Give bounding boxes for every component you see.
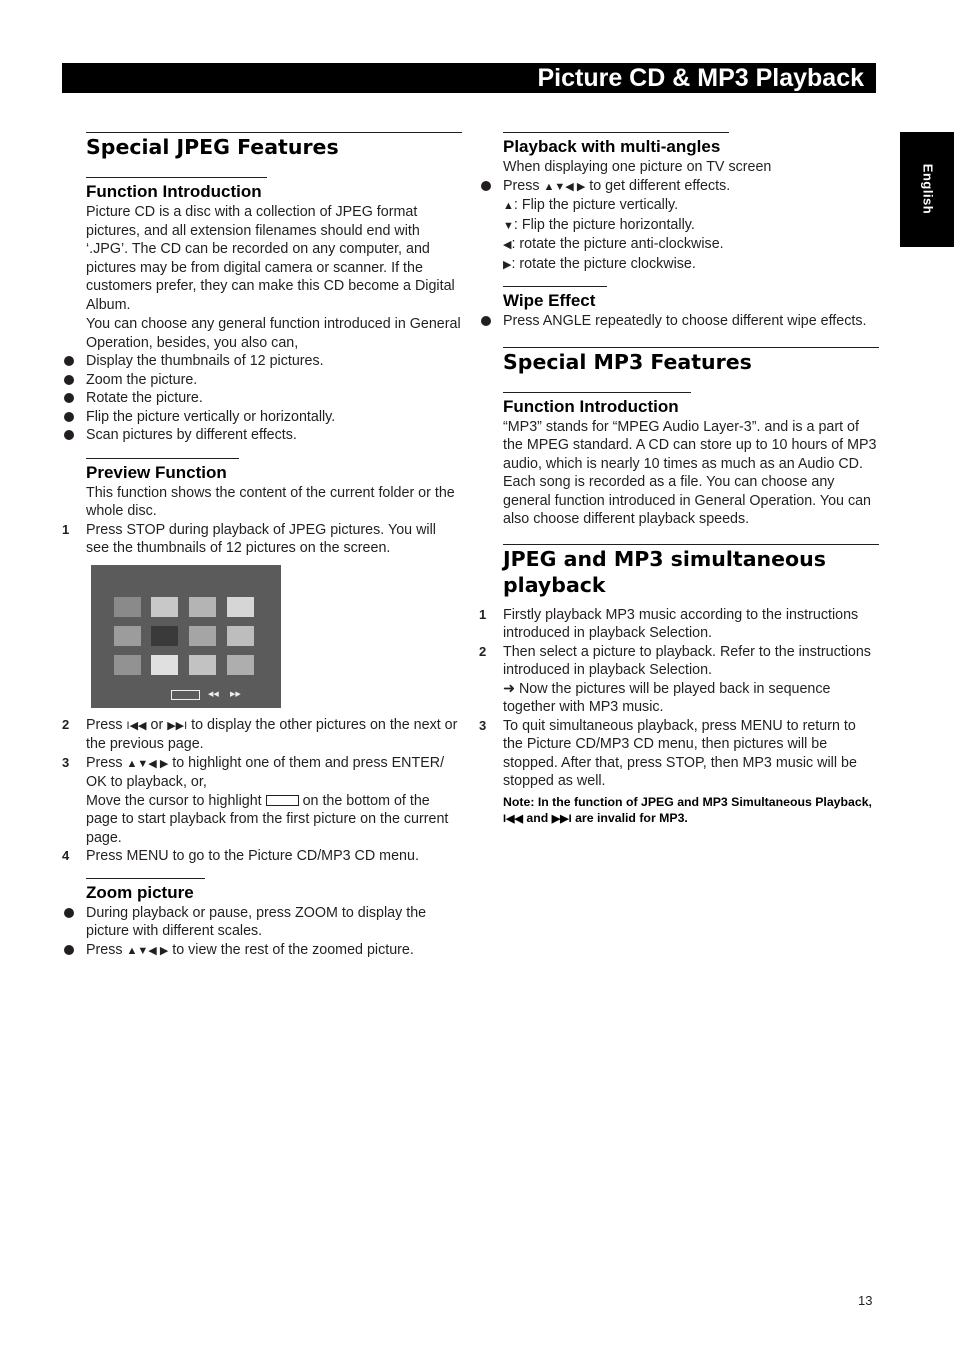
simultaneous-step-3 (479, 717, 879, 791)
next-icon: ▶▶I (551, 812, 572, 825)
multi-angles-heading-text: Playback with multi-angles (503, 137, 721, 156)
language-tab-label: English (920, 163, 936, 215)
angle-line (503, 255, 879, 275)
note-text-part: Note: In the function of JPEG and MP3 Simultaneous Playback, (503, 794, 872, 809)
heading-rule (503, 132, 729, 133)
preview-function-heading-text: Preview Function (86, 462, 227, 482)
arrow-keys-icon: ▲▼◀ ▶ (126, 757, 169, 770)
heading-rule (503, 286, 607, 287)
wipe-effect-heading (503, 286, 879, 311)
step-text: Move the cursor to highlight (86, 792, 266, 809)
slideshow-icon (266, 795, 299, 806)
step-text: Press MENU to go to the Picture CD/MP3 CD menu. (86, 848, 419, 864)
step-text: on the bottom of the page to start playback from the first picture on the current page. (86, 792, 449, 846)
bullet-icon (64, 356, 74, 366)
bullet-icon (64, 412, 74, 422)
thumbnail-image (151, 597, 178, 617)
step-text: Firstly playback MP3 music according to the instructions introduced in playback Selection. (503, 606, 859, 641)
thumbnail-image (151, 655, 178, 675)
zoom-picture-heading-text: Zoom picture (86, 882, 194, 902)
heading-rule (86, 878, 205, 879)
thumbnail-image (189, 655, 216, 675)
list-item (479, 177, 879, 197)
mp3-function-intro-heading (503, 392, 879, 417)
previous-icon: I◀◀ (126, 719, 147, 732)
bullet-icon (64, 908, 74, 918)
multi-angles-heading (503, 132, 879, 157)
thumbnail-image (151, 626, 178, 646)
thumbnail-screen-image (91, 565, 281, 708)
heading-rule (503, 392, 691, 393)
arrow-keys-icon: ▲▼◀ ▶ (126, 944, 169, 957)
heading-rule (86, 177, 267, 178)
up-arrow-icon: ▲ (503, 200, 514, 212)
right-column (479, 132, 879, 827)
list-item-text: Rotate the picture. (86, 390, 203, 406)
simultaneous-steps (479, 606, 879, 791)
wipe-effect-heading-text: Wipe Effect (503, 291, 596, 310)
jpeg-feature-list (62, 352, 462, 445)
thumbnail-image (227, 597, 254, 617)
note-text (503, 794, 879, 827)
list-item-text: Zoom the picture. (86, 371, 198, 388)
step-text: Now the pictures will be played back in sequence together with MP3 music. (503, 680, 831, 715)
angle-line-text: : rotate the picture anti-clockwise. (511, 236, 724, 252)
thumbnail-image (189, 626, 216, 646)
list-item-text: Scan pictures by different effects. (86, 427, 297, 443)
bullet-icon (481, 181, 491, 191)
list-item (479, 312, 879, 331)
thumbnail-image (189, 597, 216, 617)
page-title-bar (62, 63, 876, 93)
step-text: Press STOP during playback of JPEG pictures. You will see the thumbnails of 12 pictures on the screen. (86, 521, 436, 556)
bullet-icon (64, 945, 74, 955)
thumbnail-image (114, 655, 141, 675)
thumbnail-image (227, 626, 254, 646)
thumbnail-image (227, 655, 254, 675)
page-number: 13 (858, 1293, 873, 1308)
list-item-text: to view the rest of the zoomed picture. (168, 941, 414, 958)
note-text-part: are invalid for MP3. (571, 810, 688, 825)
step-number: 2 (479, 643, 487, 659)
list-item (62, 352, 462, 371)
step-number: 1 (62, 521, 70, 537)
arrow-keys-icon: ▲▼◀ ▶ (543, 180, 586, 193)
step-text: Then select a picture to playback. Refer to the instructions introduced in playback Selection. (503, 643, 871, 678)
list-item-text: Display the thumbnails of 12 pictures. (86, 353, 324, 369)
step-text: Press (86, 716, 127, 733)
thumbnail-image (114, 597, 141, 617)
step-text: To quit simultaneous playback, press MENU to return to the Picture CD/MP3 CD menu, then pictures will be stopped. After that, press STOP, then MP3 music will be stopped as well. (503, 717, 857, 789)
list-item-text: Press ANGLE repeatedly to choose different wipe effects. (503, 313, 867, 329)
function-intro-heading (86, 177, 462, 202)
step-number: 1 (479, 606, 487, 622)
angle-line (503, 235, 879, 255)
mp3-function-intro-heading-text: Function Introduction (503, 396, 679, 416)
down-arrow-icon: ▼ (503, 219, 514, 232)
slideshow-icon (171, 690, 200, 700)
list-item (62, 426, 462, 445)
multi-angles-intro: When displaying one picture on TV screen (503, 159, 772, 175)
special-mp3-heading: Special MP3 Features (503, 347, 879, 375)
previous-icon: ◀◀ (208, 690, 219, 698)
preview-intro: This function shows the content of the current folder or the whole disc. (86, 484, 455, 519)
preview-step-3 (62, 754, 462, 848)
heading-rule (86, 458, 239, 459)
list-item-text: to get different effects. (585, 177, 731, 194)
list-item (62, 389, 462, 408)
preview-function-heading (86, 458, 462, 483)
page-title: Picture CD & MP3 Playback (537, 64, 864, 92)
step-text: Press (86, 754, 127, 771)
next-icon: ▶▶I (167, 719, 188, 732)
simultaneous-step-2 (479, 643, 879, 717)
simultaneous-step-1 (479, 606, 879, 643)
preview-step-1 (62, 521, 462, 558)
bullet-icon (64, 375, 74, 385)
step-text: to display the other pictures on the next or the previous page. (86, 716, 458, 752)
preview-step-2 (62, 716, 462, 754)
function-intro-heading-text: Function Introduction (86, 182, 262, 201)
list-item-text: Press (86, 941, 127, 958)
zoom-picture-heading (86, 878, 462, 903)
angle-line (503, 216, 879, 236)
language-tab (900, 132, 954, 247)
angle-line-text: : Flip the picture vertically. (513, 197, 679, 213)
angle-line-text: : Flip the picture horizontally. (513, 216, 695, 233)
angle-line (503, 196, 879, 216)
step-text: to highlight one of them and press ENTER/ OK to playback, or, (86, 754, 445, 790)
mp3-intro-paragraph: “MP3” stands for “MPEG Audio Layer-3”. and is a part of the MPEG standard. A CD can store up to 10 hours of MP3 audio, which is nearly 10 times as much as an Audio CD. Each song is recorded as a file. You can choose any general function introduced in General Operation. You can also choose different playback speeds. (503, 418, 877, 527)
list-item (62, 904, 462, 941)
preview-step-4 (62, 847, 462, 866)
angle-line-text: : rotate the picture clockwise. (511, 255, 696, 272)
special-jpeg-heading: Special JPEG Features (86, 132, 462, 160)
jpeg-intro-paragraph: Picture CD is a disc with a collection of JPEG format pictures, and all extension filenames should end with ‘.JPG’. The CD can be recorded on any computer, and pictures may be from digital camera or scanner. If the customers prefer, they can make this CD become a Digital Album. (86, 204, 455, 313)
bullet-icon (481, 316, 491, 326)
jpeg-general-paragraph: You can choose any general function introduced in General Operation, besides, you also can, (86, 316, 461, 351)
thumbnail-image (114, 626, 141, 646)
bullet-icon (64, 430, 74, 440)
previous-icon: I◀◀ (503, 812, 523, 825)
list-item (62, 941, 462, 961)
step-number: 3 (62, 754, 70, 770)
note-text-part: and (522, 810, 552, 825)
list-item-text: Flip the picture vertically or horizontally. (86, 408, 336, 425)
list-item (62, 408, 462, 427)
next-icon: ▶▶ (230, 690, 241, 698)
step-number: 3 (479, 717, 487, 733)
step-number: 4 (62, 848, 70, 863)
left-arrow-icon: ◀ (503, 239, 512, 251)
simultaneous-heading: JPEG and MP3 simultaneous playback (503, 544, 879, 598)
list-item-text: Press (503, 177, 544, 194)
step-text: or (146, 716, 168, 733)
bullet-icon (64, 393, 74, 403)
step-number: 2 (62, 716, 70, 732)
result-arrow-icon: ➜ (503, 680, 515, 697)
list-item (62, 371, 462, 390)
list-item-text: During playback or pause, press ZOOM to display the picture with different scales. (86, 904, 427, 939)
left-column (62, 132, 462, 960)
right-arrow-icon: ▶ (503, 258, 512, 271)
